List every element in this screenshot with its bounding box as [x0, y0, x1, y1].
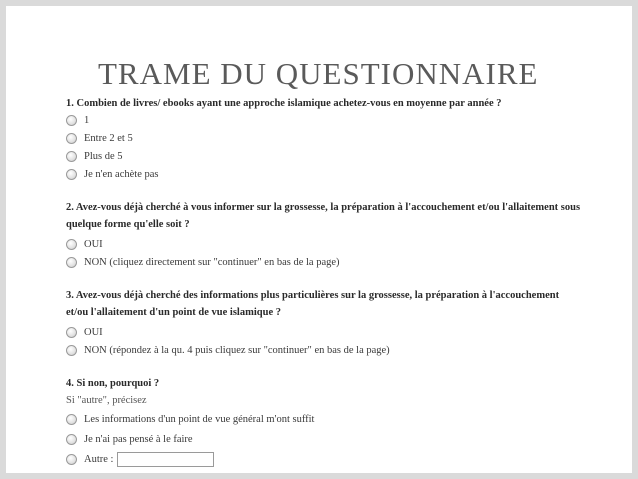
option-label: 1 — [84, 114, 90, 126]
radio-button[interactable] — [66, 454, 77, 465]
slide-title: TRAME DU QUESTIONNAIRE — [98, 56, 539, 91]
question-4-label: 4. Si non, pourquoi ? — [66, 378, 160, 389]
q4-option-1[interactable] — [66, 410, 314, 428]
question-3-label-line1: 3. Avez-vous déjà cherché des informations plus particulières sur la grossesse, la préparation à l'accouchement — [66, 290, 560, 301]
radio-button[interactable] — [66, 434, 77, 445]
radio-button[interactable] — [66, 345, 77, 356]
q1-option-2[interactable] — [66, 129, 133, 147]
radio-button[interactable] — [66, 257, 77, 268]
radio-button[interactable] — [66, 414, 77, 425]
q1-option-3[interactable] — [66, 147, 123, 165]
radio-button[interactable] — [66, 133, 77, 144]
option-label: Entre 2 et 5 — [84, 132, 133, 144]
option-label: Plus de 5 — [84, 150, 123, 162]
option-label: NON (cliquez directement sur "continuer" en bas de la page) — [84, 256, 340, 268]
option-label: Je n'ai pas pensé à le faire — [84, 433, 193, 445]
slide — [6, 6, 632, 473]
option-label: OUI — [84, 238, 103, 250]
q3-option-oui[interactable] — [66, 323, 103, 341]
question-2-label-line2: quelque forme qu'elle soit ? — [66, 219, 190, 230]
autre-text-field[interactable] — [117, 452, 214, 467]
question-1-label: 1. Combien de livres/ ebooks ayant une approche islamique achetez-vous en moyenne par année ? — [66, 98, 502, 109]
q1-option-4[interactable] — [66, 165, 158, 183]
q4-option-2[interactable] — [66, 430, 193, 448]
question-4-hint: Si "autre", précisez — [66, 395, 147, 406]
q3-option-non[interactable] — [66, 341, 390, 359]
q2-option-non[interactable] — [66, 253, 340, 271]
q4-option-autre[interactable] — [66, 450, 214, 468]
q2-option-oui[interactable] — [66, 235, 103, 253]
option-label: NON (répondez à la qu. 4 puis cliquez sur "continuer" en bas de la page) — [84, 344, 390, 356]
question-3-label-line2: et/ou l'allaitement d'un point de vue islamique ? — [66, 307, 281, 318]
radio-button[interactable] — [66, 327, 77, 338]
option-label: Je n'en achète pas — [84, 168, 159, 180]
questionnaire-form — [56, 94, 613, 473]
question-2-label-line1: 2. Avez-vous déjà cherché à vous informer sur la grossesse, la préparation à l'accouchement et/ou l'allaitement sous — [66, 202, 581, 213]
option-label: OUI — [84, 326, 103, 338]
radio-button[interactable] — [66, 169, 77, 180]
radio-button[interactable] — [66, 151, 77, 162]
option-label: Autre : — [84, 453, 114, 465]
option-label: Les informations d'un point de vue général m'ont suffit — [84, 413, 315, 425]
radio-button[interactable] — [66, 115, 77, 126]
radio-button[interactable] — [66, 239, 77, 250]
q1-option-1[interactable] — [66, 111, 89, 129]
